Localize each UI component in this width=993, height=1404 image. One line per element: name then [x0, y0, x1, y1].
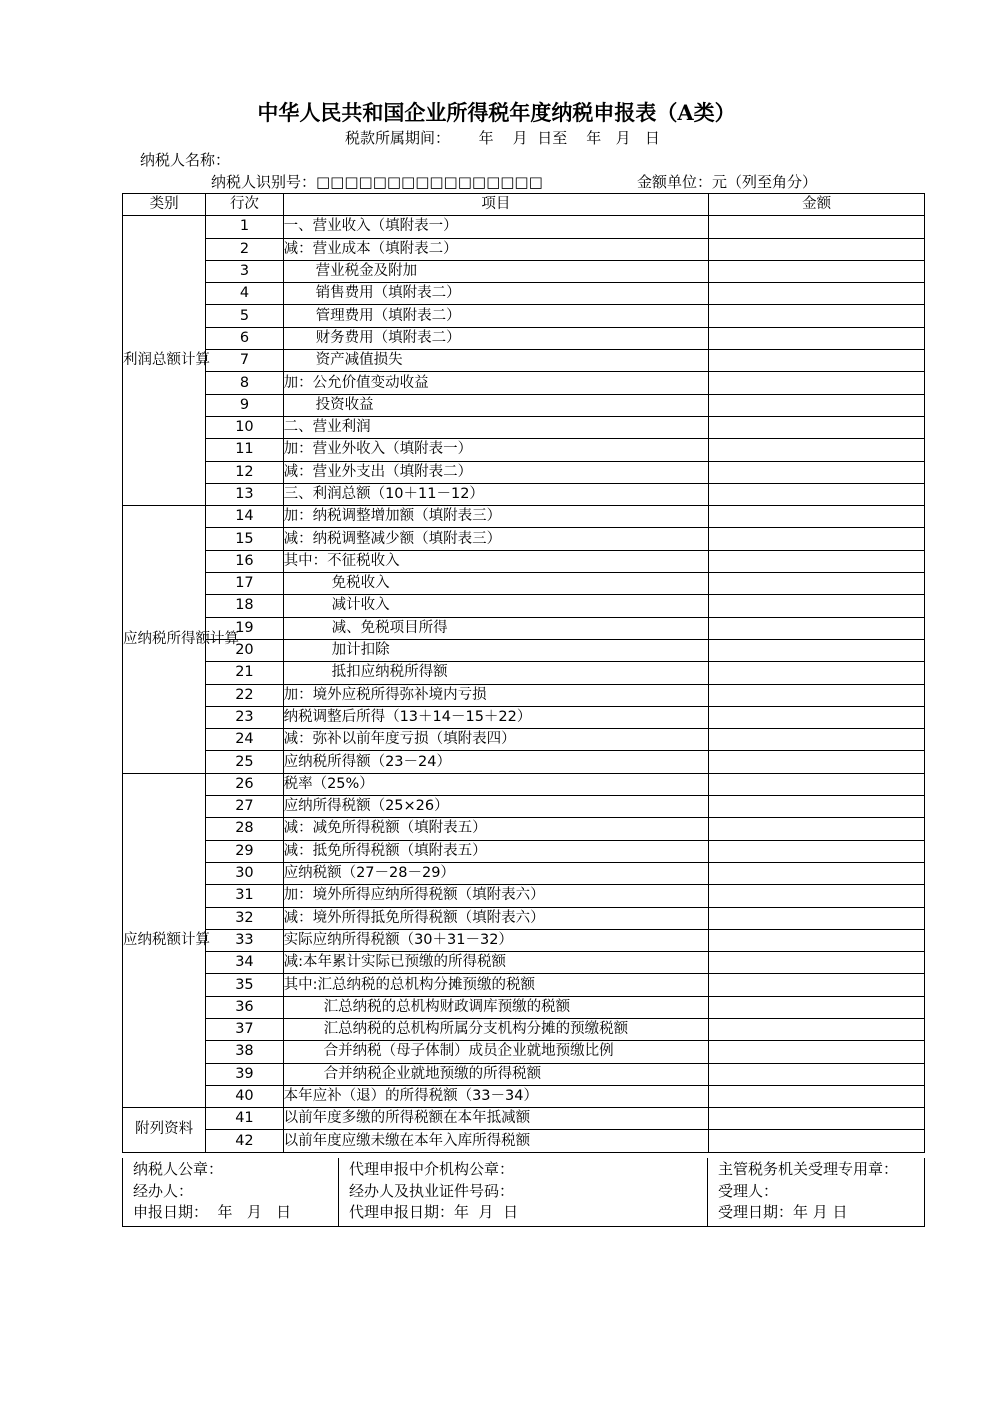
table-row — [123, 1041, 925, 1063]
line-number: 40 — [206, 1085, 283, 1107]
line-number: 36 — [206, 996, 283, 1018]
amount-cell[interactable] — [709, 773, 925, 795]
line-number: 12 — [206, 461, 283, 483]
table-row — [123, 729, 925, 751]
table-row — [123, 238, 925, 260]
line-number: 20 — [206, 639, 283, 661]
line-item: 应纳税所得额（23－24） — [283, 751, 709, 773]
line-number: 22 — [206, 684, 283, 706]
line-item: 汇总纳税的总机构财政调库预缴的税额 — [283, 996, 709, 1018]
amount-unit-label: 金额单位：元（列至角分） — [637, 173, 818, 191]
category-label: 附列资料 — [135, 1121, 194, 1138]
category-profit — [123, 216, 210, 506]
table-row — [123, 684, 925, 706]
amount-cell[interactable] — [709, 1085, 925, 1107]
taxpayer-seal-label: 纳税人公章： — [133, 1160, 224, 1178]
line-number: 37 — [206, 1018, 283, 1040]
amount-cell[interactable] — [709, 996, 925, 1018]
table-row — [123, 662, 925, 684]
line-number: 2 — [206, 238, 283, 260]
agent-signature-block — [339, 1158, 708, 1226]
amount-cell[interactable] — [709, 528, 925, 550]
amount-cell[interactable] — [709, 1018, 925, 1040]
line-number: 6 — [206, 327, 283, 349]
line-item: 资产减值损失 — [283, 350, 709, 372]
line-number: 4 — [206, 283, 283, 305]
line-number: 41 — [206, 1108, 283, 1130]
line-number: 23 — [206, 706, 283, 728]
table-row — [123, 283, 925, 305]
table-row — [123, 1108, 925, 1130]
amount-cell[interactable] — [709, 238, 925, 260]
table-row — [123, 706, 925, 728]
taxpayer-signature-block — [123, 1158, 339, 1226]
table-row — [123, 216, 925, 238]
amount-cell[interactable] — [709, 796, 925, 818]
table-row — [123, 796, 925, 818]
amount-cell[interactable] — [709, 617, 925, 639]
table-row — [123, 394, 925, 416]
amount-cell[interactable] — [709, 751, 925, 773]
line-number: 28 — [206, 818, 283, 840]
amount-cell[interactable] — [709, 639, 925, 661]
agent-seal-label: 代理申报中介机构公章： — [349, 1160, 515, 1178]
table-row — [123, 1130, 925, 1152]
line-item: 营业税金及附加 — [283, 260, 709, 282]
amount-cell[interactable] — [709, 305, 925, 327]
category-label: 利润总额计算 — [123, 352, 210, 369]
line-number: 32 — [206, 907, 283, 929]
receipt-date-label: 受理日期：年 月 日 — [718, 1203, 848, 1221]
line-item: 免税收入 — [283, 573, 709, 595]
category-taxable-income — [123, 506, 239, 774]
table-row — [123, 907, 925, 929]
agent-filing-date-label: 代理申报日期：年 月 日 — [349, 1203, 519, 1221]
line-number: 24 — [206, 729, 283, 751]
amount-cell[interactable] — [709, 216, 925, 238]
amount-cell[interactable] — [709, 885, 925, 907]
line-number: 30 — [206, 862, 283, 884]
table-row — [123, 506, 925, 528]
table-row — [123, 1085, 925, 1107]
signature-section — [122, 1158, 925, 1227]
table-row — [123, 416, 925, 438]
amount-cell[interactable] — [709, 506, 925, 528]
amount-cell[interactable] — [709, 706, 925, 728]
line-number: 8 — [206, 372, 283, 394]
line-number: 5 — [206, 305, 283, 327]
amount-cell[interactable] — [709, 394, 925, 416]
category-label: 应纳税额计算 — [123, 931, 210, 948]
amount-cell[interactable] — [709, 818, 925, 840]
amount-cell[interactable] — [709, 729, 925, 751]
line-number: 17 — [206, 573, 283, 595]
line-item: 管理费用（填附表二） — [283, 305, 709, 327]
line-item: 其中：不征税收入 — [283, 550, 709, 572]
table-row — [123, 327, 925, 349]
amount-cell[interactable] — [709, 1063, 925, 1085]
line-number: 9 — [206, 394, 283, 416]
line-number: 15 — [206, 528, 283, 550]
amount-cell[interactable] — [709, 840, 925, 862]
line-item: 汇总纳税的总机构所属分支机构分摊的预缴税额 — [283, 1018, 709, 1040]
table-row — [123, 372, 925, 394]
line-item: 减：境外所得抵免所得税额（填附表六） — [283, 907, 709, 929]
line-number: 1 — [206, 216, 283, 238]
line-item: 加：营业外收入（填附表一） — [283, 439, 709, 461]
table-row — [123, 773, 925, 795]
amount-cell[interactable] — [709, 461, 925, 483]
line-number: 26 — [206, 773, 283, 795]
table-row — [123, 305, 925, 327]
table-row — [123, 974, 925, 996]
line-item: 加：公允价值变动收益 — [283, 372, 709, 394]
amount-cell[interactable] — [709, 974, 925, 996]
amount-cell[interactable] — [709, 907, 925, 929]
table-row — [123, 573, 925, 595]
amount-cell[interactable] — [709, 1130, 925, 1152]
line-number: 29 — [206, 840, 283, 862]
line-item: 减：抵免所得税额（填附表五） — [283, 840, 709, 862]
line-item: 销售费用（填附表二） — [283, 283, 709, 305]
table-row — [123, 595, 925, 617]
line-item: 二、营业利润 — [283, 416, 709, 438]
line-number: 10 — [206, 416, 283, 438]
tax-return-table — [122, 193, 925, 1153]
table-row — [123, 260, 925, 282]
line-item: 本年应补（退）的所得税额（33－34） — [283, 1085, 709, 1107]
table-header-row — [123, 194, 925, 216]
header-item: 项目 — [283, 194, 709, 216]
tax-period-line: 税款所属期间： 年 月 日至 年 月 日 — [345, 129, 660, 147]
line-item: 应纳税额（27－28－29） — [283, 862, 709, 884]
line-number: 27 — [206, 796, 283, 818]
line-number: 3 — [206, 260, 283, 282]
line-item: 减：减免所得税额（填附表五） — [283, 818, 709, 840]
table-row — [123, 528, 925, 550]
line-item: 投资收益 — [283, 394, 709, 416]
table-row — [123, 1018, 925, 1040]
tax-authority-block — [708, 1158, 925, 1226]
line-number: 25 — [206, 751, 283, 773]
agent-handler-label: 经办人及执业证件号码： — [349, 1181, 515, 1200]
line-item: 其中:汇总纳税的总机构分摊预缴的税额 — [283, 974, 709, 996]
line-item: 减：纳税调整减少额（填附表三） — [283, 528, 709, 550]
line-number: 18 — [206, 595, 283, 617]
table-row — [123, 1063, 925, 1085]
table-row — [123, 461, 925, 483]
receiver-label: 受理人： — [718, 1181, 779, 1200]
amount-cell[interactable] — [709, 862, 925, 884]
table-row — [123, 862, 925, 884]
amount-cell[interactable] — [709, 327, 925, 349]
amount-cell[interactable] — [709, 573, 925, 595]
amount-cell[interactable] — [709, 439, 925, 461]
line-number: 13 — [206, 483, 283, 505]
amount-cell[interactable] — [709, 1108, 925, 1130]
line-number: 7 — [206, 350, 283, 372]
amount-cell[interactable] — [709, 595, 925, 617]
form-title: 中华人民共和国企业所得税年度纳税申报表（A类） — [257, 100, 736, 125]
line-item: 以前年度多缴的所得税额在本年抵减额 — [283, 1108, 709, 1130]
table-row — [123, 550, 925, 572]
line-item: 以前年度应缴未缴在本年入库所得税额 — [283, 1130, 709, 1152]
amount-cell[interactable] — [709, 283, 925, 305]
handler-label: 经办人： — [133, 1181, 194, 1200]
line-item: 加：境外所得应纳所得税额（填附表六） — [283, 885, 709, 907]
table-row — [123, 639, 925, 661]
line-item: 加：纳税调整增加额（填附表三） — [283, 506, 709, 528]
header-category: 类别 — [123, 194, 206, 216]
amount-cell[interactable] — [709, 483, 925, 505]
line-item: 减：营业成本（填附表二） — [283, 238, 709, 260]
line-item: 一、营业收入（填附表一） — [283, 216, 709, 238]
amount-cell[interactable] — [709, 372, 925, 394]
line-number: 35 — [206, 974, 283, 996]
category-label: 应纳税所得额计算 — [123, 630, 239, 647]
table-row — [123, 929, 925, 951]
header-amount: 金额 — [709, 194, 925, 216]
line-number: 38 — [206, 1041, 283, 1063]
line-number: 21 — [206, 662, 283, 684]
line-number: 19 — [206, 617, 283, 639]
category-tax-payable — [123, 773, 210, 1107]
table-row — [123, 952, 925, 974]
category-supplementary — [123, 1108, 206, 1153]
amount-cell[interactable] — [709, 1041, 925, 1063]
line-number: 14 — [206, 506, 283, 528]
taxpayer-name-label: 纳税人名称： — [140, 151, 231, 169]
line-item: 减计收入 — [283, 595, 709, 617]
table-row — [123, 439, 925, 461]
amount-cell[interactable] — [709, 550, 925, 572]
line-item: 财务费用（填附表二） — [283, 327, 709, 349]
filing-date-label: 申报日期： 年 月 日 — [133, 1203, 292, 1221]
line-item: 减：营业外支出（填附表二） — [283, 461, 709, 483]
line-number: 11 — [206, 439, 283, 461]
line-item: 减:本年累计实际已预缴的所得税额 — [283, 952, 709, 974]
table-row — [123, 818, 925, 840]
authority-seal-label: 主管税务机关受理专用章： — [718, 1160, 899, 1178]
table-row — [123, 885, 925, 907]
amount-cell[interactable] — [709, 662, 925, 684]
line-item: 三、利润总额（10＋11－12） — [283, 483, 709, 505]
table-row — [123, 350, 925, 372]
table-row — [123, 996, 925, 1018]
amount-cell[interactable] — [709, 260, 925, 282]
amount-cell[interactable] — [709, 350, 925, 372]
taxpayer-id-line: 纳税人识别号：□□□□□□□□□□□□□□□□ — [211, 173, 543, 191]
amount-cell[interactable] — [709, 684, 925, 706]
table-row — [123, 483, 925, 505]
line-item: 加：境外应税所得弥补境内亏损 — [283, 684, 709, 706]
line-item: 实际应纳所得税额（30＋31－32） — [283, 929, 709, 951]
line-item: 税率（25%） — [283, 773, 709, 795]
line-item: 减：弥补以前年度亏损（填附表四） — [283, 729, 709, 751]
amount-cell[interactable] — [709, 929, 925, 951]
amount-cell[interactable] — [709, 416, 925, 438]
line-item: 应纳所得税额（25×26） — [283, 796, 709, 818]
table-row — [123, 617, 925, 639]
line-number: 39 — [206, 1063, 283, 1085]
line-item: 合并纳税（母子体制）成员企业就地预缴比例 — [283, 1041, 709, 1063]
line-number: 16 — [206, 550, 283, 572]
line-number: 34 — [206, 952, 283, 974]
header-line-no: 行次 — [206, 194, 283, 216]
line-number: 31 — [206, 885, 283, 907]
table-row — [123, 751, 925, 773]
line-item: 减、免税项目所得 — [283, 617, 709, 639]
amount-cell[interactable] — [709, 952, 925, 974]
line-item: 合并纳税企业就地预缴的所得税额 — [283, 1063, 709, 1085]
line-item: 加计扣除 — [283, 639, 709, 661]
line-item: 纳税调整后所得（13＋14－15＋22） — [283, 706, 709, 728]
table-row — [123, 840, 925, 862]
line-item: 抵扣应纳税所得额 — [283, 662, 709, 684]
line-number: 33 — [206, 929, 283, 951]
line-number: 42 — [206, 1130, 283, 1152]
